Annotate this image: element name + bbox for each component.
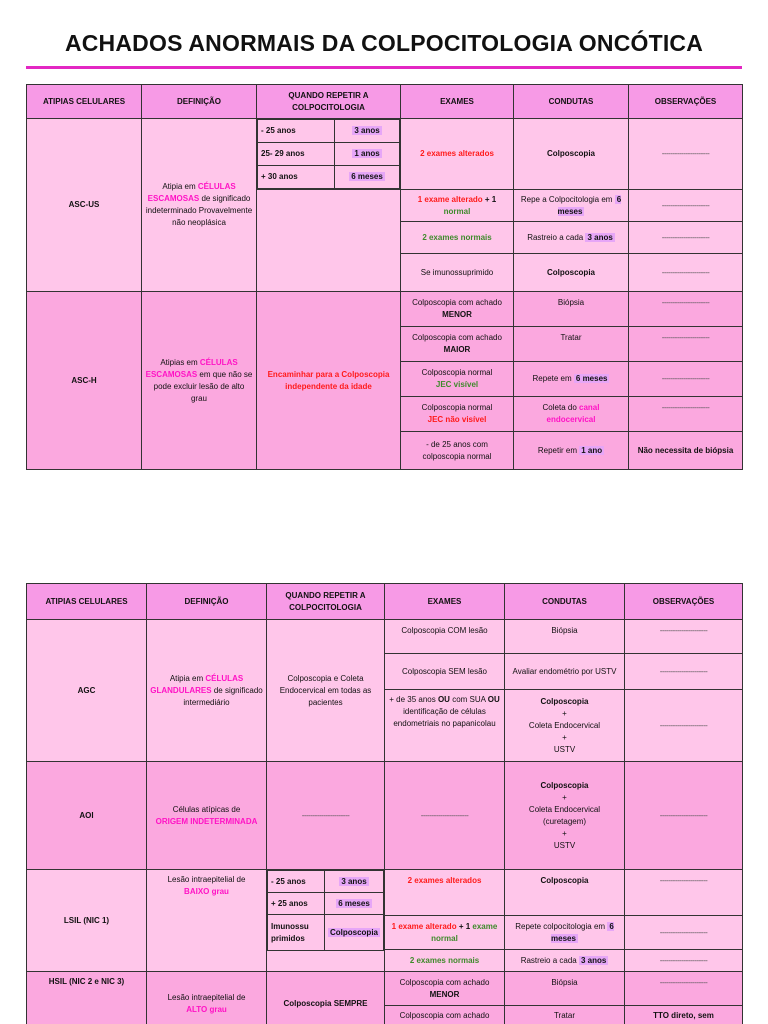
obs-ascus-3: ---------------------- — [629, 222, 743, 254]
conduct-highlight: 6 meses — [551, 921, 614, 943]
header-condutas: CONDUTAS — [514, 85, 629, 119]
conduct-agc-2: Avaliar endométrio por USTV — [505, 654, 625, 690]
repeat-row — [258, 120, 400, 143]
table-agc — [26, 583, 743, 1024]
definition-hsil — [147, 972, 267, 1024]
table-header-row — [27, 584, 743, 620]
obs-agc-3: ---------------------- — [625, 690, 743, 762]
obs-asch-3: ---------------------- — [629, 362, 743, 397]
repeat-value-cell — [335, 166, 400, 189]
definition-text: em que não se pode excluir lesão de alto grau — [153, 369, 253, 403]
repeat-value-cell — [335, 143, 400, 166]
row-label-aoi: AOI — [27, 762, 147, 870]
conduct-agc-1: Biópsia — [505, 620, 625, 654]
header-exames: EXAMES — [401, 85, 514, 119]
title-divider — [26, 66, 742, 69]
table-row — [27, 870, 743, 916]
exam-agc-2: Colposcopia SEM lesão — [385, 654, 505, 690]
repeat-row — [268, 871, 384, 893]
conduct-hsil-1: Biópsia — [505, 972, 625, 1006]
conduct-text: Repete colpocitologia em — [515, 921, 606, 931]
exam-emphasis: JEC visível — [435, 380, 479, 389]
exam-asch-3 — [401, 362, 514, 397]
exam-lsil-1: 2 exames alterados — [385, 870, 505, 916]
conduct-text: USTV — [553, 744, 576, 754]
repeat-row — [258, 143, 400, 166]
header-quando-repetir: QUANDO REPETIR A COLPOCITOLOGIA — [257, 85, 401, 119]
header-quando-repetir: QUANDO REPETIR A COLPOCITOLOGIA — [267, 584, 385, 620]
repeat-age: + 30 anos — [258, 166, 335, 189]
conduct-ascus-3 — [514, 222, 629, 254]
exam-hsil-1 — [385, 972, 505, 1006]
conduct-text: USTV — [553, 840, 576, 850]
conduct-text: Coleta do — [542, 403, 577, 412]
repeat-value: 6 meses — [351, 172, 383, 181]
repeat-subtable — [267, 870, 384, 951]
obs-agc-1: ---------------------- — [625, 620, 743, 654]
definition-highlight: CÉLULAS ESCAMOSAS — [145, 357, 238, 379]
definition-ascus — [142, 119, 257, 292]
conduct-aoi — [505, 762, 625, 870]
conduct-lsil-2 — [505, 916, 625, 950]
table-row — [27, 762, 743, 870]
exam-asch-1 — [401, 292, 514, 327]
conduct-text: Colposcopia — [540, 780, 589, 790]
conduct-asch-4 — [514, 397, 629, 432]
conduct-text: Repete em — [532, 374, 572, 383]
definition-highlight: CÉLULAS ESCAMOSAS — [147, 182, 236, 203]
exam-asch-4 — [401, 397, 514, 432]
exam-emphasis: MENOR — [429, 989, 460, 999]
conduct-lsil-3 — [505, 950, 625, 972]
exam-emphasis: OU — [487, 695, 500, 704]
repeat-age: - 25 anos — [268, 871, 325, 893]
obs-asch-1: ---------------------- — [629, 292, 743, 327]
obs-asch-2: ---------------------- — [629, 327, 743, 362]
exam-ascus-3: 2 exames normais — [401, 222, 514, 254]
conduct-asch-2: Tratar — [514, 327, 629, 362]
exam-text: Colposcopia com achado — [399, 977, 490, 987]
exam-plus: + 1 — [456, 921, 471, 931]
repeat-schedule-lsil — [267, 870, 385, 972]
exam-asch-5: - de 25 anos com colposcopia normal — [401, 432, 514, 470]
definition-aoi — [147, 762, 267, 870]
conduct-ascus-1: Colposcopia — [514, 119, 629, 190]
row-label-asch: ASC-H — [27, 292, 142, 470]
obs-hsil-2: TTO direto, sem — [625, 1006, 743, 1024]
conduct-lsil-1: Colposcopia — [505, 870, 625, 916]
exam-text: Colposcopia normal — [421, 403, 493, 412]
conduct-text: Repe a Colpocitologia em — [520, 194, 613, 204]
definition-highlight: BAIXO grau — [184, 887, 229, 896]
row-label-lsil: LSIL (NIC 1) — [27, 870, 147, 972]
row-label-agc: AGC — [27, 620, 147, 762]
definition-asch — [142, 292, 257, 470]
definition-agc — [147, 620, 267, 762]
repeat-age: 25- 29 anos — [258, 143, 335, 166]
obs-asch-4: ---------------------- — [629, 397, 743, 432]
definition-text: de significado indeterminado Provavelmente não neoplásica — [145, 194, 253, 227]
exam-normal: normal — [443, 206, 471, 216]
repeat-value: 3 anos — [341, 876, 367, 886]
exam-ascus-2 — [401, 190, 514, 222]
repeat-row — [268, 915, 384, 951]
table-row — [27, 119, 743, 190]
obs-hsil-1: ---------------------- — [625, 972, 743, 1006]
obs-aoi: ---------------------- — [625, 762, 743, 870]
exam-text: Colposcopia normal — [421, 368, 493, 377]
obs-lsil-3: ---------------------- — [625, 950, 743, 972]
exam-text: com SUA — [452, 695, 486, 704]
header-observacoes: OBSERVAÇÕES — [629, 85, 743, 119]
exam-emphasis: JEC não visível — [427, 415, 487, 424]
definition-text: Lesão intraepitelial de — [167, 875, 246, 884]
obs-ascus-1: ---------------------- — [629, 119, 743, 190]
header-atipias: ATIPIAS CELULARES — [27, 584, 147, 620]
conduct-agc-3 — [505, 690, 625, 762]
obs-asch-5: Não necessita de biópsia — [629, 432, 743, 470]
conduct-text: Colposcopia — [540, 696, 589, 706]
repeat-value-cell — [324, 893, 383, 915]
obs-lsil-2: ---------------------- — [625, 916, 743, 950]
definition-highlight: CÉLULAS GLANDULARES — [150, 673, 244, 695]
repeat-value-cell — [335, 120, 400, 143]
conduct-plus: + — [562, 828, 567, 838]
header-condutas: CONDUTAS — [505, 584, 625, 620]
exam-asch-2 — [401, 327, 514, 362]
repeat-schedule-ascus — [257, 119, 401, 190]
repeat-age: + 25 anos — [268, 893, 325, 915]
header-definicao: DEFINIÇÃO — [142, 85, 257, 119]
exam-altered: 1 exame alterado — [417, 194, 483, 204]
repeat-hsil: Colposcopia SEMPRE — [267, 972, 385, 1024]
exam-ascus-1: 2 exames alterados — [401, 119, 514, 190]
exam-normal: exame normal — [431, 921, 498, 943]
conduct-text: Repetir em — [537, 445, 577, 455]
conduct-highlight: 1 ano — [581, 445, 603, 455]
exam-lsil-3: 2 exames normais — [385, 950, 505, 972]
repeat-value-cell — [324, 871, 383, 893]
obs-lsil-1: ---------------------- — [625, 870, 743, 916]
exam-aoi: ---------------------- — [385, 762, 505, 870]
conduct-highlight: 6 meses — [557, 194, 622, 216]
repeat-age: Imunossu primidos — [268, 915, 325, 951]
exam-plus: + 1 — [482, 194, 497, 204]
row-label-ascus: ASC-US — [27, 119, 142, 292]
definition-text: Atipia em — [162, 182, 196, 191]
exam-ascus-4: Se imunossuprimido — [401, 254, 514, 292]
exam-text: Colposcopia com achado — [412, 333, 502, 342]
exam-emphasis: MENOR — [442, 310, 472, 319]
definition-text: Células atípicas de — [172, 804, 241, 814]
exam-text: Colposcopia com achado — [412, 298, 502, 307]
exam-agc-3 — [385, 690, 505, 762]
table-row — [27, 292, 743, 327]
conduct-text: Coleta Endocervical (curetagem) — [528, 804, 601, 826]
conduct-asch-3 — [514, 362, 629, 397]
conduct-hsil-2: Tratar — [505, 1006, 625, 1024]
repeat-subtable — [257, 119, 400, 189]
obs-ascus-2: ---------------------- — [629, 190, 743, 222]
conduct-highlight: 6 meses — [575, 374, 608, 383]
repeat-aoi: ---------------------- — [267, 762, 385, 870]
repeat-value: Colposcopia — [329, 927, 378, 937]
table-row — [27, 620, 743, 654]
repeat-value: 6 meses — [338, 898, 370, 908]
conduct-plus: + — [562, 732, 567, 742]
table-header-row — [27, 85, 743, 119]
exam-altered: 1 exame alterado — [391, 921, 457, 931]
conduct-plus: + — [562, 708, 567, 718]
definition-highlight: ALTO grau — [186, 1004, 227, 1014]
conduct-text: Rastreio a cada — [520, 955, 577, 965]
repeat-asch: Encaminhar para a Colposcopia independente da idade — [257, 292, 401, 470]
header-exames: EXAMES — [385, 584, 505, 620]
exam-emphasis: MAIOR — [443, 345, 471, 354]
header-definicao: DEFINIÇÃO — [147, 584, 267, 620]
conduct-text: Coleta Endocervical — [528, 720, 601, 730]
repeat-row — [258, 166, 400, 189]
definition-text: Lesão intraepitelial de — [167, 992, 246, 1002]
definition-text: Atipia em — [169, 673, 204, 683]
header-atipias: ATIPIAS CELULARES — [27, 85, 142, 119]
definition-highlight: ORIGEM INDETERMINADA — [155, 816, 258, 826]
conduct-highlight: canal endocervical — [546, 403, 600, 424]
table-row — [27, 972, 743, 1006]
exam-agc-1: Colposcopia COM lesão — [385, 620, 505, 654]
repeat-schedule-empty — [257, 190, 401, 292]
exam-text: identificação de células endometriais no papanicolau — [393, 707, 496, 728]
obs-agc-2: ---------------------- — [625, 654, 743, 690]
repeat-age: - 25 anos — [258, 120, 335, 143]
repeat-row — [268, 893, 384, 915]
repeat-value: 3 anos — [354, 126, 380, 135]
conduct-ascus-4: Colposcopia — [514, 254, 629, 292]
conduct-asch-1: Biópsia — [514, 292, 629, 327]
definition-text: de significado intermediário — [183, 685, 263, 707]
conduct-highlight: 3 anos — [587, 232, 613, 242]
page-title: ACHADOS ANORMAIS DA COLPOCITOLOGIA ONCÓTICA — [64, 30, 704, 56]
conduct-highlight: 3 anos — [580, 955, 607, 965]
exam-lsil-2 — [385, 916, 505, 950]
conduct-asch-5 — [514, 432, 629, 470]
conduct-text: Rastreio a cada — [527, 232, 584, 242]
repeat-agc: Colposcopia e Coleta Endocervical em todas as pacientes — [267, 620, 385, 762]
exam-text: + de 35 anos — [389, 695, 436, 704]
header-observacoes: OBSERVAÇÕES — [625, 584, 743, 620]
exam-emphasis: OU — [437, 695, 450, 704]
exam-hsil-2: Colposcopia com achado — [385, 1006, 505, 1024]
obs-ascus-4: ---------------------- — [629, 254, 743, 292]
conduct-ascus-2 — [514, 190, 629, 222]
repeat-value: 1 anos — [354, 149, 380, 158]
table-asc — [26, 84, 743, 470]
conduct-plus: + — [562, 792, 567, 802]
definition-lsil — [147, 870, 267, 972]
row-label-hsil: HSIL (NIC 2 e NIC 3) — [27, 972, 147, 1024]
definition-text: Atipias em — [160, 357, 198, 367]
repeat-value-cell — [324, 915, 383, 951]
